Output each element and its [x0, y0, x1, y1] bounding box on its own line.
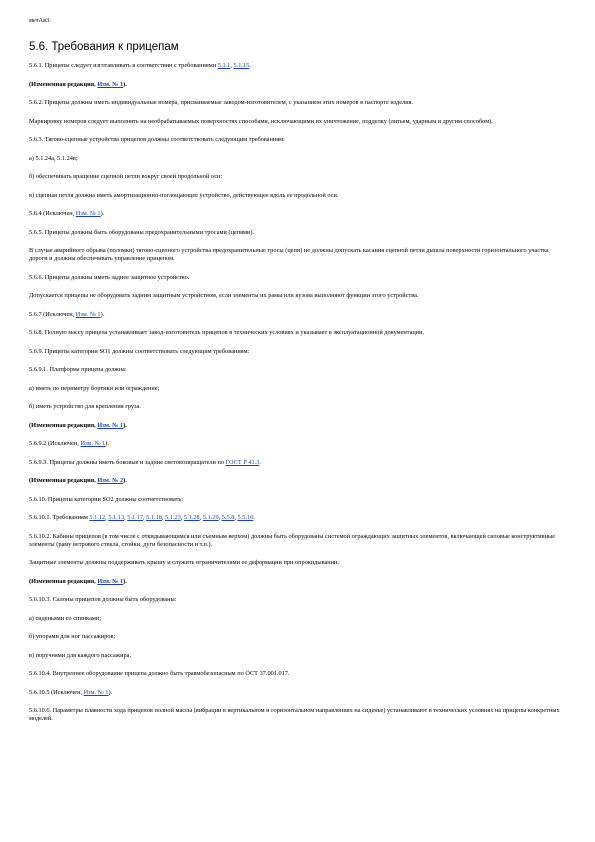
paragraph-text: б) упорами для ног пассажиров;	[29, 633, 116, 640]
paragraph-text: 5.6.2. Прицепы должны иметь индивидуальные номера, присваиваемые заводом-изготовителем, с указанием этих номеров в паспорте изделия.	[29, 99, 414, 106]
reference-link[interactable]: Изм. № 1	[97, 80, 124, 88]
paragraph-text: Допускается прицепы не оборудовать задним защитным устройством, если элементы их рамы или кузова выполняют функции этого устройства.	[29, 292, 419, 299]
paragraph-text-end: ).	[100, 210, 105, 217]
reference-link[interactable]: , 5.5.8	[219, 514, 235, 521]
paragraph	[29, 192, 566, 200]
reference-link[interactable]: , 5.5.10	[234, 514, 253, 521]
paragraph	[29, 247, 566, 263]
paragraph-text: 5.6.10.4. Внутреннее оборудование прицепа должно быть травмобезопасным по ОСТ 37.001.017.	[29, 670, 290, 677]
paragraph-text: В случае аварийного обрыва (поломки) тягово-сцепного устройства предохранительные тросы (цепи) не должны допускать касания сцепной петли дышла поверхности горизонтального участка дороги и должны обеспечивать управление прицепом.	[29, 247, 549, 262]
paragraph	[29, 229, 566, 237]
edition-note	[29, 422, 566, 430]
paragraph-text: б) обеспечивать вращение сцепной петли вокруг своей продольной оси;	[29, 173, 223, 180]
paragraph	[29, 99, 566, 107]
paragraph	[29, 366, 566, 374]
paragraph	[29, 329, 566, 337]
paragraph-text: 5.6.9.1. Платформа прицепа должна:	[29, 366, 127, 373]
paragraph	[29, 689, 566, 697]
reference-link[interactable]: , 5.1.23	[162, 514, 181, 521]
paragraph	[29, 459, 566, 467]
reference-link[interactable]: , 5.1.15	[230, 62, 249, 69]
paragraph	[29, 173, 566, 181]
paragraph-text: 5.6.6. Прицепы должны иметь заднее защитное устройство.	[29, 273, 190, 281]
section-title: 5.6. Требования к прицепам	[29, 41, 179, 53]
paragraph	[29, 559, 566, 567]
paragraph	[29, 707, 566, 723]
paragraph-text: 5.6.10.1. Требованиям	[29, 514, 90, 521]
reference-link[interactable]: 5.1.12	[89, 514, 106, 521]
reference-link[interactable]: Изм. № 1	[83, 688, 109, 696]
paragraph-text: 5.6.1. Прицепы следует изготавливать в соответствии с требованиями	[29, 62, 218, 69]
paragraph	[29, 274, 566, 282]
paragraph-text: а) 5.1.24а, 5.1.24в;	[29, 154, 78, 162]
reference-link[interactable]: , 5.1.13	[105, 514, 124, 521]
paragraph-text-end: ).	[105, 440, 109, 447]
paragraph-text: Маркировку номеров следует выполнять на необрабатываемых поверхностях способами, исключающими их уничтожение, подделку (литьем, ударным и другим способом).	[29, 117, 493, 125]
paragraph-text-end: ).	[123, 80, 127, 88]
paragraph-text: в) сцепная петля должна иметь амортизационно-поглощающее устройство, действующее вдоль ее продольной оси.	[29, 191, 339, 199]
paragraph-text: Защитные элементы должны поддерживать крышу и служить ограничителями ее деформации при опрокидывании.	[29, 559, 339, 566]
paragraph-text: 5.6.9.3. Прицепы должны иметь боковые и задние световозвращатели по	[29, 458, 226, 466]
paragraph	[29, 670, 566, 678]
paragraph	[29, 385, 566, 393]
paragraph-text: а) сиденьями со спинками;	[29, 614, 101, 622]
paragraph-text-end: ).	[108, 688, 113, 696]
paragraph-text: 5.6.10.6. Параметры плавности хода прицепов полной массы (вибрации в вертикальном и горизонтальном направлениях на сиденье) устанавливают в технических условиях на прицепы конкретных моделей.	[29, 707, 560, 722]
reference-link[interactable]: , 5.1.18	[143, 514, 162, 521]
paragraph-text: 5.6.9. Прицепы категории SO1 должны соответствовать следующим требованиям:	[29, 347, 250, 355]
paragraph	[29, 440, 566, 448]
paragraph-text: в) поручнями для каждого пассажира.	[29, 651, 132, 659]
paragraph-text-end: .	[249, 62, 251, 69]
paragraph	[29, 348, 566, 356]
paragraph	[29, 615, 566, 623]
edition-note	[29, 81, 566, 89]
paragraph-text: (Измененная редакция,	[29, 80, 98, 88]
paragraph	[29, 292, 566, 300]
paragraph-text: (Измененная редакция,	[29, 421, 98, 429]
paragraph-text: 5.6.9.2 (Исключен,	[29, 440, 81, 447]
paragraph	[29, 496, 566, 504]
paragraph-text: б) иметь устройство для крепления груза.	[29, 403, 141, 410]
reference-link[interactable]: Изм. № 1	[97, 421, 124, 429]
reference-link[interactable]: 5.1.1	[217, 62, 231, 69]
paragraph-text-end: ).	[100, 310, 105, 318]
paragraph	[29, 652, 566, 660]
reference-link[interactable]: , 5.1.29	[200, 514, 219, 521]
paragraph-text-end: ).	[123, 577, 127, 585]
paragraph	[29, 596, 566, 604]
paragraph-text: а) иметь по периметру бортики или ограждение;	[29, 384, 160, 392]
paragraph-text-end: .	[259, 458, 261, 466]
paragraph-text: 5.6.10. Прицепы категории SO2 должны соответствовать:	[29, 495, 184, 503]
reference-link[interactable]: Изм. № 2	[97, 477, 124, 484]
section-body	[29, 62, 566, 723]
paragraph-text: 5.6.5. Прицепы должны быть оборудованы предохранительными тросами (цепями).	[29, 228, 255, 236]
reference-link[interactable]: , 5.1.28	[181, 514, 200, 521]
paragraph	[29, 633, 566, 641]
edition-note	[29, 578, 566, 586]
document-page	[29, 17, 566, 734]
paragraph-text: 5.6.4 (Исключен,	[29, 210, 76, 217]
paragraph-text: (Измененная редакция,	[29, 477, 98, 484]
paragraph-text-end: ).	[123, 477, 127, 484]
paragraph-text-end: ).	[123, 421, 127, 429]
reference-link[interactable]: Изм. № 1	[97, 577, 124, 585]
paragraph	[29, 210, 566, 218]
paragraph	[29, 136, 566, 144]
paragraph-text: 5.6.7 (Исключен,	[29, 310, 76, 318]
paragraph-text-end: .	[253, 514, 255, 521]
paragraph	[29, 311, 566, 319]
paragraph-text: 5.6.10.2. Кабины прицепов (в том числе с откидывающимся или съемным верхом) должны быть оборудованы системой ограждающих защитных элементов, включающей силовые конструктивные элементы (раму ветрового стекла, стойки, дуги безопасности и т.п.).	[29, 532, 555, 548]
paragraph-text: 5.6.10.3. Салоны прицепов должны быть оборудованы:	[29, 596, 177, 603]
edition-note	[29, 477, 566, 485]
reference-link[interactable]: , 5.1.17	[124, 514, 143, 521]
reference-link[interactable]: Изм. № 1	[80, 440, 106, 447]
paragraph-text: 5.6.3. Тягово-сцепные устройства прицепов должны соответствовать следующим требованиям:	[29, 136, 285, 143]
paragraph-text: 5.6.8. Полную массу прицепа устанавливает завод-изготовитель прицепов в технических условиях и указывает в эксплуатационной документации.	[29, 329, 425, 336]
paragraph	[29, 403, 566, 411]
paragraph	[29, 533, 566, 549]
paragraph	[29, 118, 566, 126]
reference-link[interactable]: ГОСТ Р 41.3	[225, 458, 260, 466]
paragraph	[29, 62, 566, 70]
paragraph	[29, 155, 566, 163]
paragraph-text: (Измененная редакция,	[29, 577, 98, 585]
reference-link[interactable]: Изм. № 1	[75, 310, 101, 318]
paragraph	[29, 514, 566, 522]
reference-link[interactable]: Изм. № 1	[75, 210, 101, 217]
previous-page-fragment: метАв3.	[29, 17, 51, 24]
paragraph-text: 5.6.10.5 (Исключен,	[29, 688, 84, 696]
